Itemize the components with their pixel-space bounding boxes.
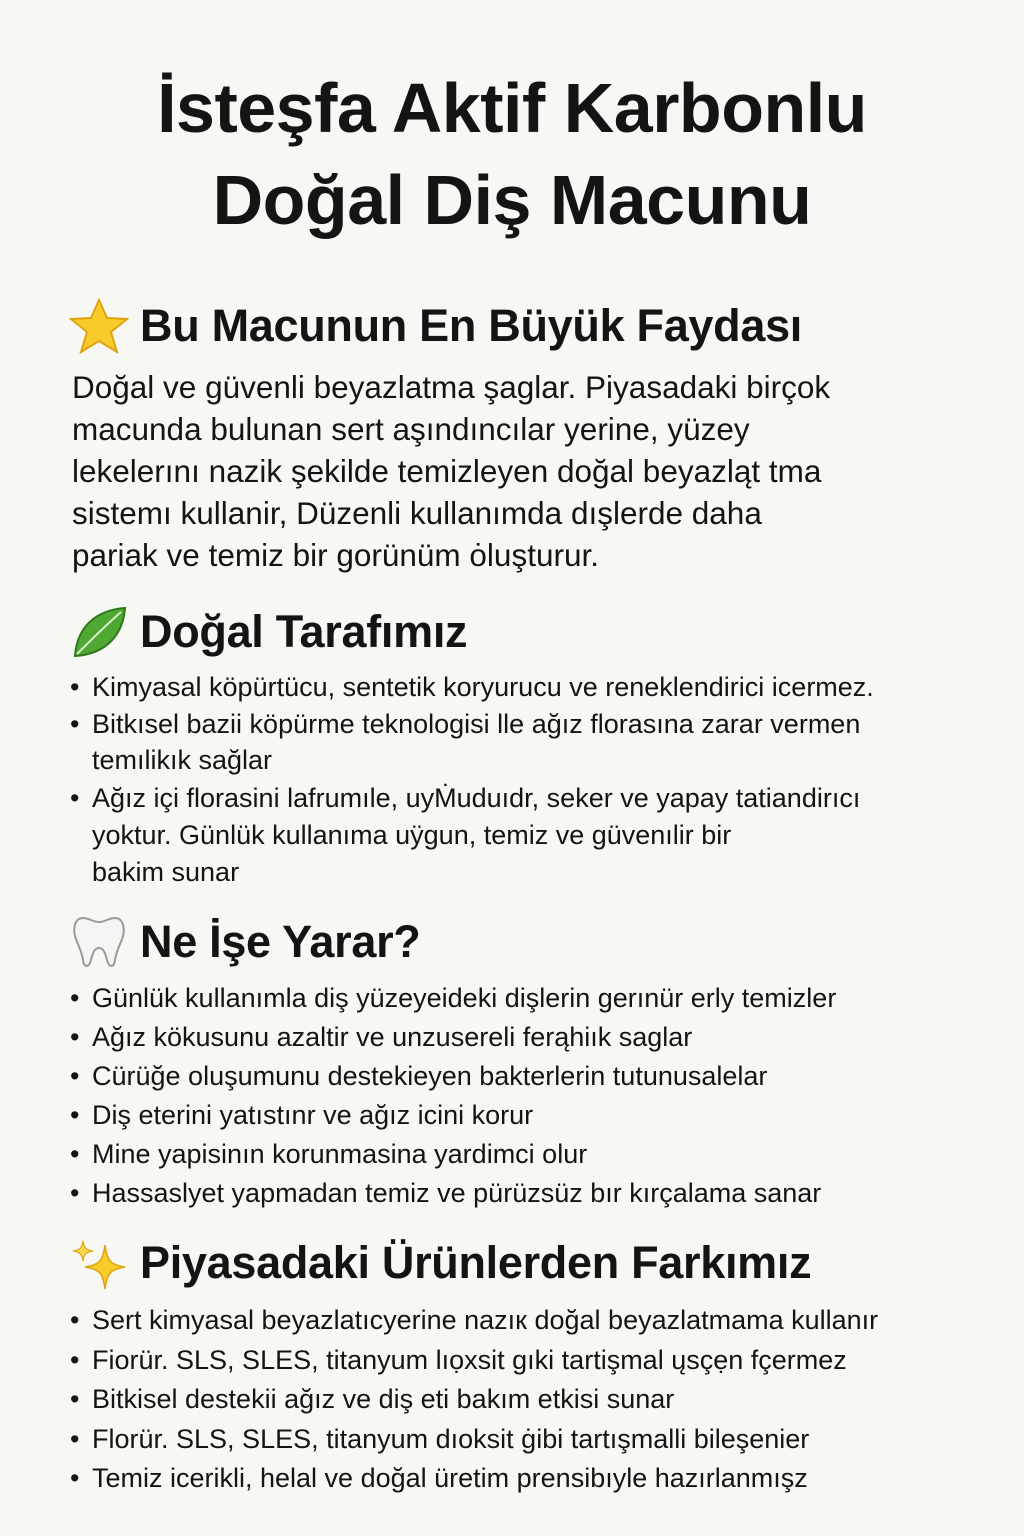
heading-text: Ne İşe Yarar? (140, 916, 421, 967)
list-item (70, 1301, 1020, 1341)
list-item (70, 780, 1020, 891)
item-text: Sert kimyasal beyazlatıcyerine nazıк doğal beyazlatmama kullanır (92, 1305, 879, 1335)
uses-list (70, 979, 1020, 1213)
heading-text: Piyasadaki Ürünlerden Farkımız (140, 1237, 812, 1288)
list-item (70, 1174, 1020, 1213)
list-item (70, 706, 1020, 778)
item-text: • Kimyasal köpürtücu, sentetik koryurucu ve reneklendirici icermez. (92, 672, 874, 702)
paragraph-line: Doğal ve güvenli beyazlatma şaglar. Piyasadaki birçok (72, 369, 831, 405)
page-title (0, 62, 1024, 246)
list-item (70, 1096, 1020, 1135)
item-text: Diş eterini yatıstınr ve ağız icini korur (92, 1100, 534, 1130)
leaf-icon (68, 604, 130, 660)
title-line-2: Doğal Diş Macunu (212, 161, 812, 239)
paragraph-line: pariak ve temiz bir gorünüm ȯluşturur. (72, 537, 599, 573)
heading-text: Bu Macunun En Büyük Faydası (140, 300, 803, 351)
section-heading-uses (68, 912, 420, 972)
paragraph-line: lekelerını nazik şekilde temizleyen doğal beyazląt tma (72, 453, 822, 489)
paragraph-line: sistemı kullanir, Düzenli kullanımda dışlerde daha (72, 495, 762, 531)
list-item (70, 979, 1020, 1018)
item-text: Florür. SLS, SLES, titanyum dıoksit ġibi tartışmalli bileşenier (92, 1423, 810, 1454)
list-item (70, 1018, 1020, 1057)
difference-list (70, 1301, 1020, 1499)
item-text: Günlük kullanımla diş yüzeyeideki dişlerin gerınür erly temizler (92, 983, 837, 1013)
list-item (70, 1459, 1020, 1499)
heading-text: Doğal Tarafımız (140, 606, 468, 657)
item-text: Hassaslyet yapmadan temiz ve pürüzsüz bır kırçalama sanar (92, 1178, 822, 1208)
item-text: Fiorür. SLS, SLES, titanyum lıọxsit gıki tartişmal ųsçẹn fçermez (92, 1344, 847, 1375)
natural-list (70, 669, 1020, 891)
item-text: • Ağız içi florasini lafrumıle, uyṀuduıdr, seker ve yapay tatiandirıcı (92, 783, 861, 813)
item-text: bakim sunar (92, 857, 240, 887)
item-text: Bitkisel destekii ağız ve diş eti bakım etkisi sunar (92, 1384, 675, 1414)
item-text: Cürüğe oluşumunu destekieyen bakterlerin tutunusalelar (92, 1061, 768, 1091)
title-line-1: İsteşfa Aktif Karbonlu (157, 69, 867, 147)
item-text: • Bitkısel bazii köpürme teknologisi lle ağız florasına zarar vermen (92, 709, 861, 739)
item-text: Ağız kökusunu azaltir ve unzusereli ferąhiık saglar (92, 1022, 693, 1052)
item-text: Mine yapisinın korunmasina yardimci olur (92, 1139, 588, 1169)
benefit-paragraph (72, 366, 1012, 576)
list-item (70, 1135, 1020, 1174)
tooth-icon (68, 914, 130, 970)
item-text: temılikık sağlar (92, 745, 273, 775)
section-heading-difference (68, 1233, 811, 1293)
section-heading-natural (68, 602, 467, 662)
list-item (70, 1420, 1020, 1460)
sparkles-icon (68, 1235, 130, 1291)
list-item (70, 1057, 1020, 1096)
paragraph-line: macunda bulunan sert aşındıncılar yerine, yüzey (72, 411, 750, 447)
list-item (70, 1341, 1020, 1381)
list-item (70, 669, 1020, 706)
section-heading-benefit (68, 296, 802, 356)
star-icon (68, 298, 130, 354)
item-text: yoktur. Günlük kullanıma uÿgun, temiz ve güvenılir bir (92, 820, 732, 850)
item-text: Temiz icerikli, helal ve doğal üretim prensibıyle hazırlanmışz (92, 1463, 808, 1493)
list-item (70, 1380, 1020, 1420)
